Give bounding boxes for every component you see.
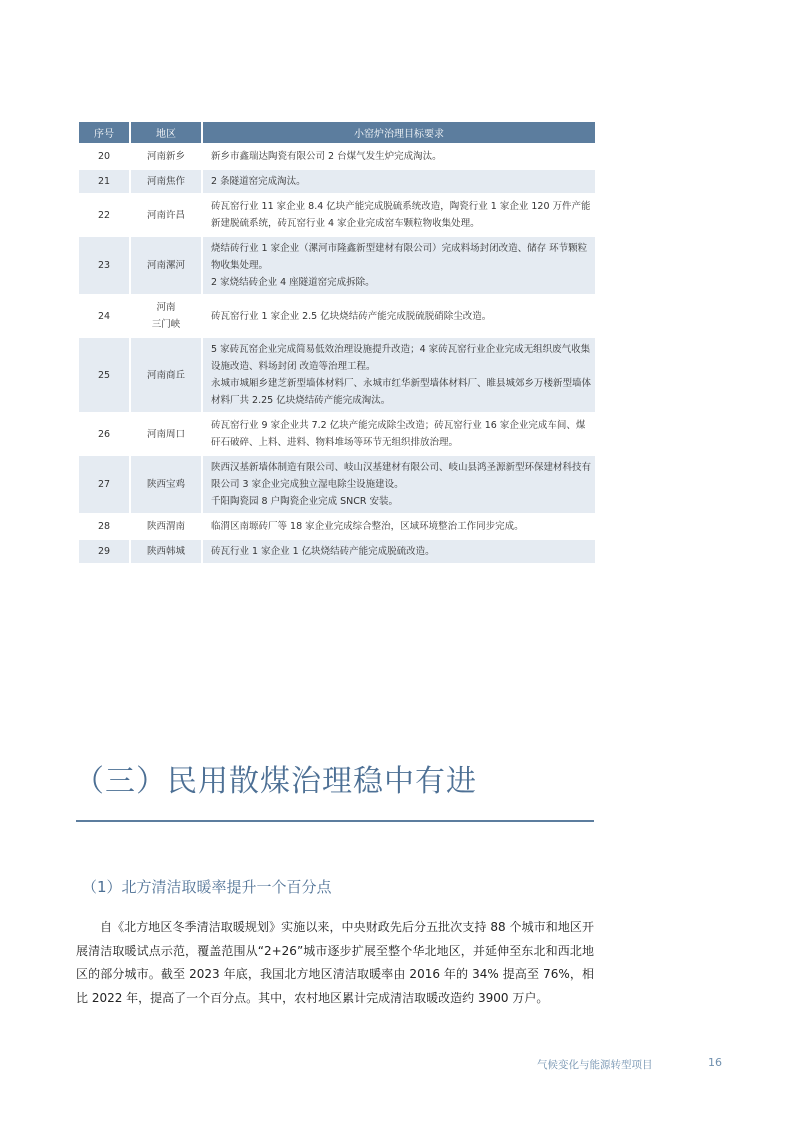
table-row (79, 237, 595, 294)
table-body (79, 145, 595, 563)
requirement-line: 千阳陶瓷园 8 户陶瓷企业完成 SNCR 安装。 (211, 496, 398, 507)
section-title: （三）民用散煤治理稳中有进 (74, 764, 477, 799)
row-number: 27 (79, 456, 129, 513)
row-requirement (203, 414, 595, 454)
header-number: 序号 (79, 122, 129, 143)
region-line: 三门峡 (151, 319, 181, 330)
row-requirement (203, 195, 595, 235)
table-row (79, 145, 595, 168)
table-row (79, 515, 595, 538)
table-header-row (79, 122, 595, 143)
table-row (79, 456, 595, 513)
table-row (79, 540, 595, 563)
requirement-line: 陕西汉基新墙体制造有限公司、岐山汉基建材有限公司、岐山县鸿圣源新型环保建材科技有限公司 3 家企业完成独立湿电除尘设施建设。 (211, 462, 592, 490)
requirement-line: 永城市城厢乡建芝新型墙体材料厂、永城市红华新型墙体材料厂、睢县城郊乡万楼新型墙体材料厂共 2.25 亿块烧结砖产能完成淘汰。 (211, 378, 592, 406)
row-requirement (203, 170, 595, 193)
row-number: 25 (79, 338, 129, 412)
page-number: 16 (708, 1056, 722, 1069)
row-region: 河南新乡 (131, 145, 201, 168)
requirement-line: 砖瓦窑行业 1 家企业 2.5 亿块烧结砖产能完成脱硫脱硝除尘改造。 (211, 310, 492, 322)
footer-project-title: 气候变化与能源转型项目 (537, 1059, 653, 1071)
kiln-target-table (77, 120, 597, 565)
region-line: 河南 (156, 302, 176, 313)
section-divider (76, 820, 594, 822)
row-region: 河南漯河 (131, 237, 201, 294)
requirement-line: 砖瓦窑行业 11 家企业 8.4 亿块产能完成脱硫系统改造，陶瓷行业 1 家企业 120 万件产能新建脱硫系统，砖瓦窑行业 4 家企业完成窑车颗粒物收集处理。 (211, 201, 591, 229)
row-requirement (203, 515, 595, 538)
row-requirement (203, 456, 595, 513)
row-requirement (203, 145, 595, 168)
requirement-line: 临渭区南塬砖厂等 18 家企业完成综合整治，区域环境整治工作同步完成。 (211, 521, 524, 532)
row-number: 21 (79, 170, 129, 193)
table-row (79, 338, 595, 412)
row-number: 28 (79, 515, 129, 538)
row-number: 20 (79, 145, 129, 168)
requirement-line: 砖瓦窑行业 9 家企业共 7.2 亿块产能完成除尘改造；砖瓦窑行业 16 家企业完成车间、煤矸石破碎、上料、进料、物料堆场等环节无组织排放治理。 (211, 420, 586, 448)
body-paragraph: 自《北方地区冬季清洁取暖规划》实施以来，中央财政先后分五批次支持 88 个城市和地区开展清洁取暖试点示范，覆盖范围从“2+26”城市逐步扩展至整个华北地区，并延伸至东北和西北地区的部分城市。截至 2023 年底，我国北方地区清洁取暖率由 2016 年的 34% 提高至 76%，相比 2022 年，提高了一个百分点。其中，农村地区累计完成清洁取暖改造约 3900 万户。 (76, 920, 594, 1005)
row-region: 河南许昌 (131, 195, 201, 235)
row-requirement (203, 237, 595, 294)
table-row (79, 170, 595, 193)
row-number: 22 (79, 195, 129, 235)
row-number: 23 (79, 237, 129, 294)
row-requirement (203, 338, 595, 412)
requirement-line: 5 家砖瓦窑企业完成简易低效治理设施提升改造；4 家砖瓦窑行业企业完成无组织废气收集设施改造、料场封闭 改造等治理工程。 (211, 344, 591, 372)
row-region (131, 296, 201, 336)
row-number: 26 (79, 414, 129, 454)
requirement-line: 2 家烧结砖企业 4 座隧道窑完成拆除。 (211, 277, 375, 288)
requirement-line: 新乡市鑫瑞达陶瓷有限公司 2 台煤气发生炉完成淘汰。 (211, 151, 442, 162)
row-region: 陕西渭南 (131, 515, 201, 538)
row-region: 河南商丘 (131, 338, 201, 412)
row-requirement (203, 540, 595, 563)
row-region: 陕西宝鸡 (131, 456, 201, 513)
row-number: 29 (79, 540, 129, 563)
row-requirement (203, 296, 595, 336)
subsection-title: （1）北方清洁取暖率提升一个百分点 (82, 878, 332, 896)
table-row (79, 414, 595, 454)
table-row (79, 195, 595, 235)
header-requirement: 小窑炉治理目标要求 (203, 122, 595, 143)
row-region: 河南周口 (131, 414, 201, 454)
row-number: 24 (79, 296, 129, 336)
requirement-line: 砖瓦行业 1 家企业 1 亿块烧结砖产能完成脱硫改造。 (211, 546, 435, 557)
row-region: 河南焦作 (131, 170, 201, 193)
requirement-line: 烧结砖行业 1 家企业（漯河市隆鑫新型建材有限公司）完成料场封闭改造、储存 环节颗粒物收集处理。 (211, 243, 588, 271)
row-region: 陕西韩城 (131, 540, 201, 563)
table-row (79, 296, 595, 336)
requirement-line: 2 条隧道窑完成淘汰。 (211, 176, 306, 187)
target-table-container (79, 122, 591, 563)
header-region: 地区 (131, 122, 201, 143)
